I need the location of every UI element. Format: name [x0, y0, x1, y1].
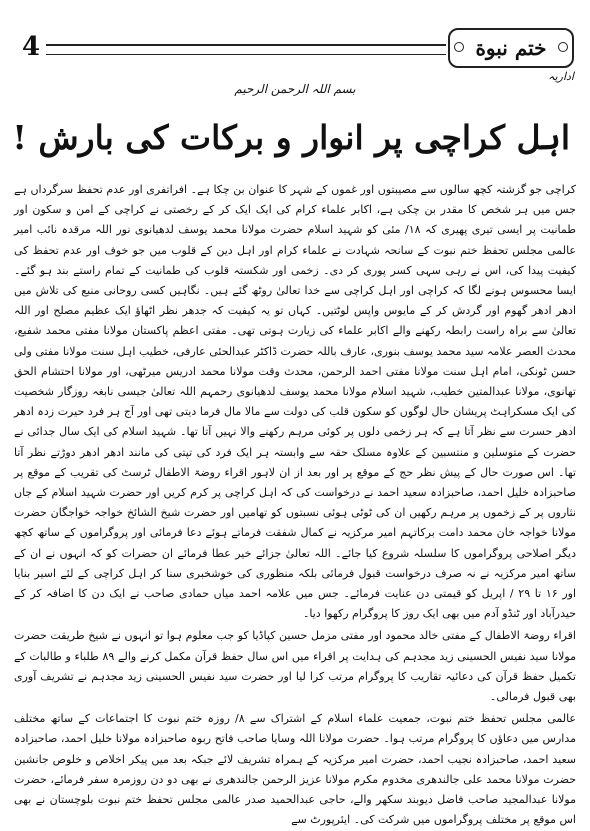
paragraph: اقراء روضۃ الاطفال کے مفتی خالد محمود اور مفتی مزمل حسین کپاڈیا کو جب معلوم ہوا تو انہوں نے شیخ طریقت حضرت مولانا سید نفیس الحسینی زید مجدہم کی ہدایت پر اقراء میں اس سال حفظ قرآن مکمل کرنے والے ۸۹ طلباء و طالبات کے تکمیل حفظ قرآن کی دعائیہ تقاریب کا پروگرام مرتب کرا لیا اور حضرت سید نفیس الحسینی زید مجدہم نے تشریف آوری بھی قبول فرمالی۔	[14, 629, 576, 704]
paragraph: عالمی مجلس تحفظ ختم نبوت، جمعیت علماء اسلام کے اشتراک سے ۸/ روزہ ختم نبوت کا اجتماعات کے ساتھ مختلف مدارس میں دعاؤں کا پروگرام مرتب ہوا۔ حضرت مولانا اللہ وسایا صاحب فاتح ربوہ صاحبزادہ مولانا خلیل احمد، صاحبزادہ سعید احمد، صاحبزادہ نجیب احمد، حضرت امیر مرکزیہ کے ہمراہ تشریف لائے جبکہ بعد میں پیکر اخلاص و خلوص جانشین حضرت مولانا محمد علی جالندھری مخدوم مکرم مولانا عزیز الرحمن جالندھری نے بھی دو دن روزمرہ سفر فرمائے، حضرت مولانا عبدالمجید صاحب فاضل دیوبند سکھر والے، حاجی عبدالحمید صدر عالمی مجلس تحفظ ختم نبوت بلوچستان نے بھی اس موقع پر مختلف پروگراموں میں شرکت کی۔ ایئرپورٹ سے	[14, 712, 576, 827]
section-label: اداریہ	[548, 70, 574, 83]
article-headline: اہل کراچی پر انوار و برکات کی بارش !	[12, 118, 570, 157]
header-rule	[46, 44, 446, 55]
bismillah: بسم اللہ الرحمن الرحیم	[234, 82, 356, 96]
page-number: 4	[21, 32, 41, 62]
masthead-title: ختم نبوة	[448, 28, 574, 68]
paragraph: کراچی جو گزشتہ کچھ سالوں سے مصیبتوں اور غموں کے شہر کا عنوان بن چکا ہے۔ افراتفری اور عدم تحفظ سرگرداں ہے جس میں ہر شخص کا مقدر بن چکی ہے، اکابر علماء کرام کی ایک ایک کر کے رخصتی نے کراچی کے امن و سکون اور طمانیت پر ایسی تیری پھیری کہ ۱۸/ مئی کو شہید اسلام حضرت مولانا محمد یوسف لدھیانوی نور اللہ مرقدہ نائب امیر عالمی مجلس تحفظ ختم نبوت کے سانحہ شہادت نے علماء کرام اور اہل دین کے قلوب میں جو خوف اور عدم تحفظ کی کیفیت پیدا کی، اس نے رہی سہی کسر پوری کر دی۔ زخمی اور شکستہ قلوب کی طمانیت کے تمام راستے بند ہو گئے۔ ایسا محسوس ہونے لگا کہ کراچی اور اہل کراچی سے خدا تعالیٰ روٹھ گئے ہیں۔ نگاہیں کسی روحانی منبع کی تلاش میں ادھر ادھر گھوم اور گردش کر کے مایوس واپس لوٹتیں۔ کہاں تو یہ کیفیت کہ جدھر نظر اٹھاؤ ایک عظیم مصلح اور اللہ تعالیٰ سے براہ راست رابطہ رکھنے والے اکابر علماء کی زیارت ہوتی تھی۔ مفتی اعظم پاکستان مولانا مفتی محمد شفیع، محدث العصر علامہ سید محمد یوسف بنوری، عارف باللہ حضرت ڈاکٹر عبدالحئی عارفی، خطیب اہل سنت مولانا مفتی ولی حسن ٹونکی، امام اہل سنت مولانا مفتی احمد الرحمن، محدث وقت مولانا محمد ادریس میرٹھی، اور مولانا احتشام الحق تھانوی، مولانا عبدالمتین خطیب، شہید اسلام مولانا محمد یوسف لدھیانوی رحمہم اللہ تعالیٰ جیسی نابغہ روزگار شخصیت کی ایک مسکراہٹ پریشان حال لوگوں کو سکون قلب کی دولت سے مالا مال فرما دیتی تھی اور آج ہر فرد حیرت زدہ ادھر ادھر حسرت سے نظر آتا ہے کہ ہر زخمی دلوں پر کوئی مرہم رکھنے والا نہیں آتا تھا۔ شہید اسلام کی ایک سال جدائی نے حضرت کے متوسلین و منتسبین کے علاوہ مسلک حقہ سے وابستہ ہر ایک فرد کی تپتی کی مانند ادھر ادھر دوڑتے نظر آتا تھا۔ اس صورت حال کے پیش نظر حج کے موقع پر اور بعد از ان لاہور اقراء روضۃ الاطفال ٹرسٹ کی تقریب کے موقع پر صاحبزادہ خلیل احمد، صاحبزادہ سعید احمد نے درخواست کی کہ اہل کراچی پر کرم کریں اور حضرت شہید اسلام کے جاں نثاروں پر کے زخموں پر مرہم رکھیں ان کی ٹوٹی ہوئی نسبتوں کو تھامیں اور حضرت شیخ الشائخ خواجہ خواجگان حضرت مولانا خواجہ خان محمد دامت برکاتہم امیر مرکزیہ نے کمال شفقت فرماتے ہوئے دعا فرمائی اور پروگراموں کے ساتھ کچھ دیگر اصلاحی پروگراموں کا سلسلہ شروع کیا جائے۔ اللہ تعالیٰ جزائے خیر عطا فرمائے ان حضرات کو کہ انہوں نے ان کے ساتھ امیر مرکزیہ نے نہ صرف درخواست قبول فرمائی بلکہ منظوری کی خوشخبری سنا کر اہل کراچی کے لئے اسیر بنایا اور ۱۶ تا ۲۹ / اپریل کو قیمتی دن عنایت فرمائے۔ جس میں علامہ احمد میاں حمادی صاحب نے ایک دن کا اضافہ کر کے حیدرآباد اور ٹنڈو آدم میں بھی ایک روز کا پروگرام رکھوا دیا۔	[14, 183, 577, 621]
article-body	[14, 180, 576, 831]
page-header	[18, 28, 574, 68]
